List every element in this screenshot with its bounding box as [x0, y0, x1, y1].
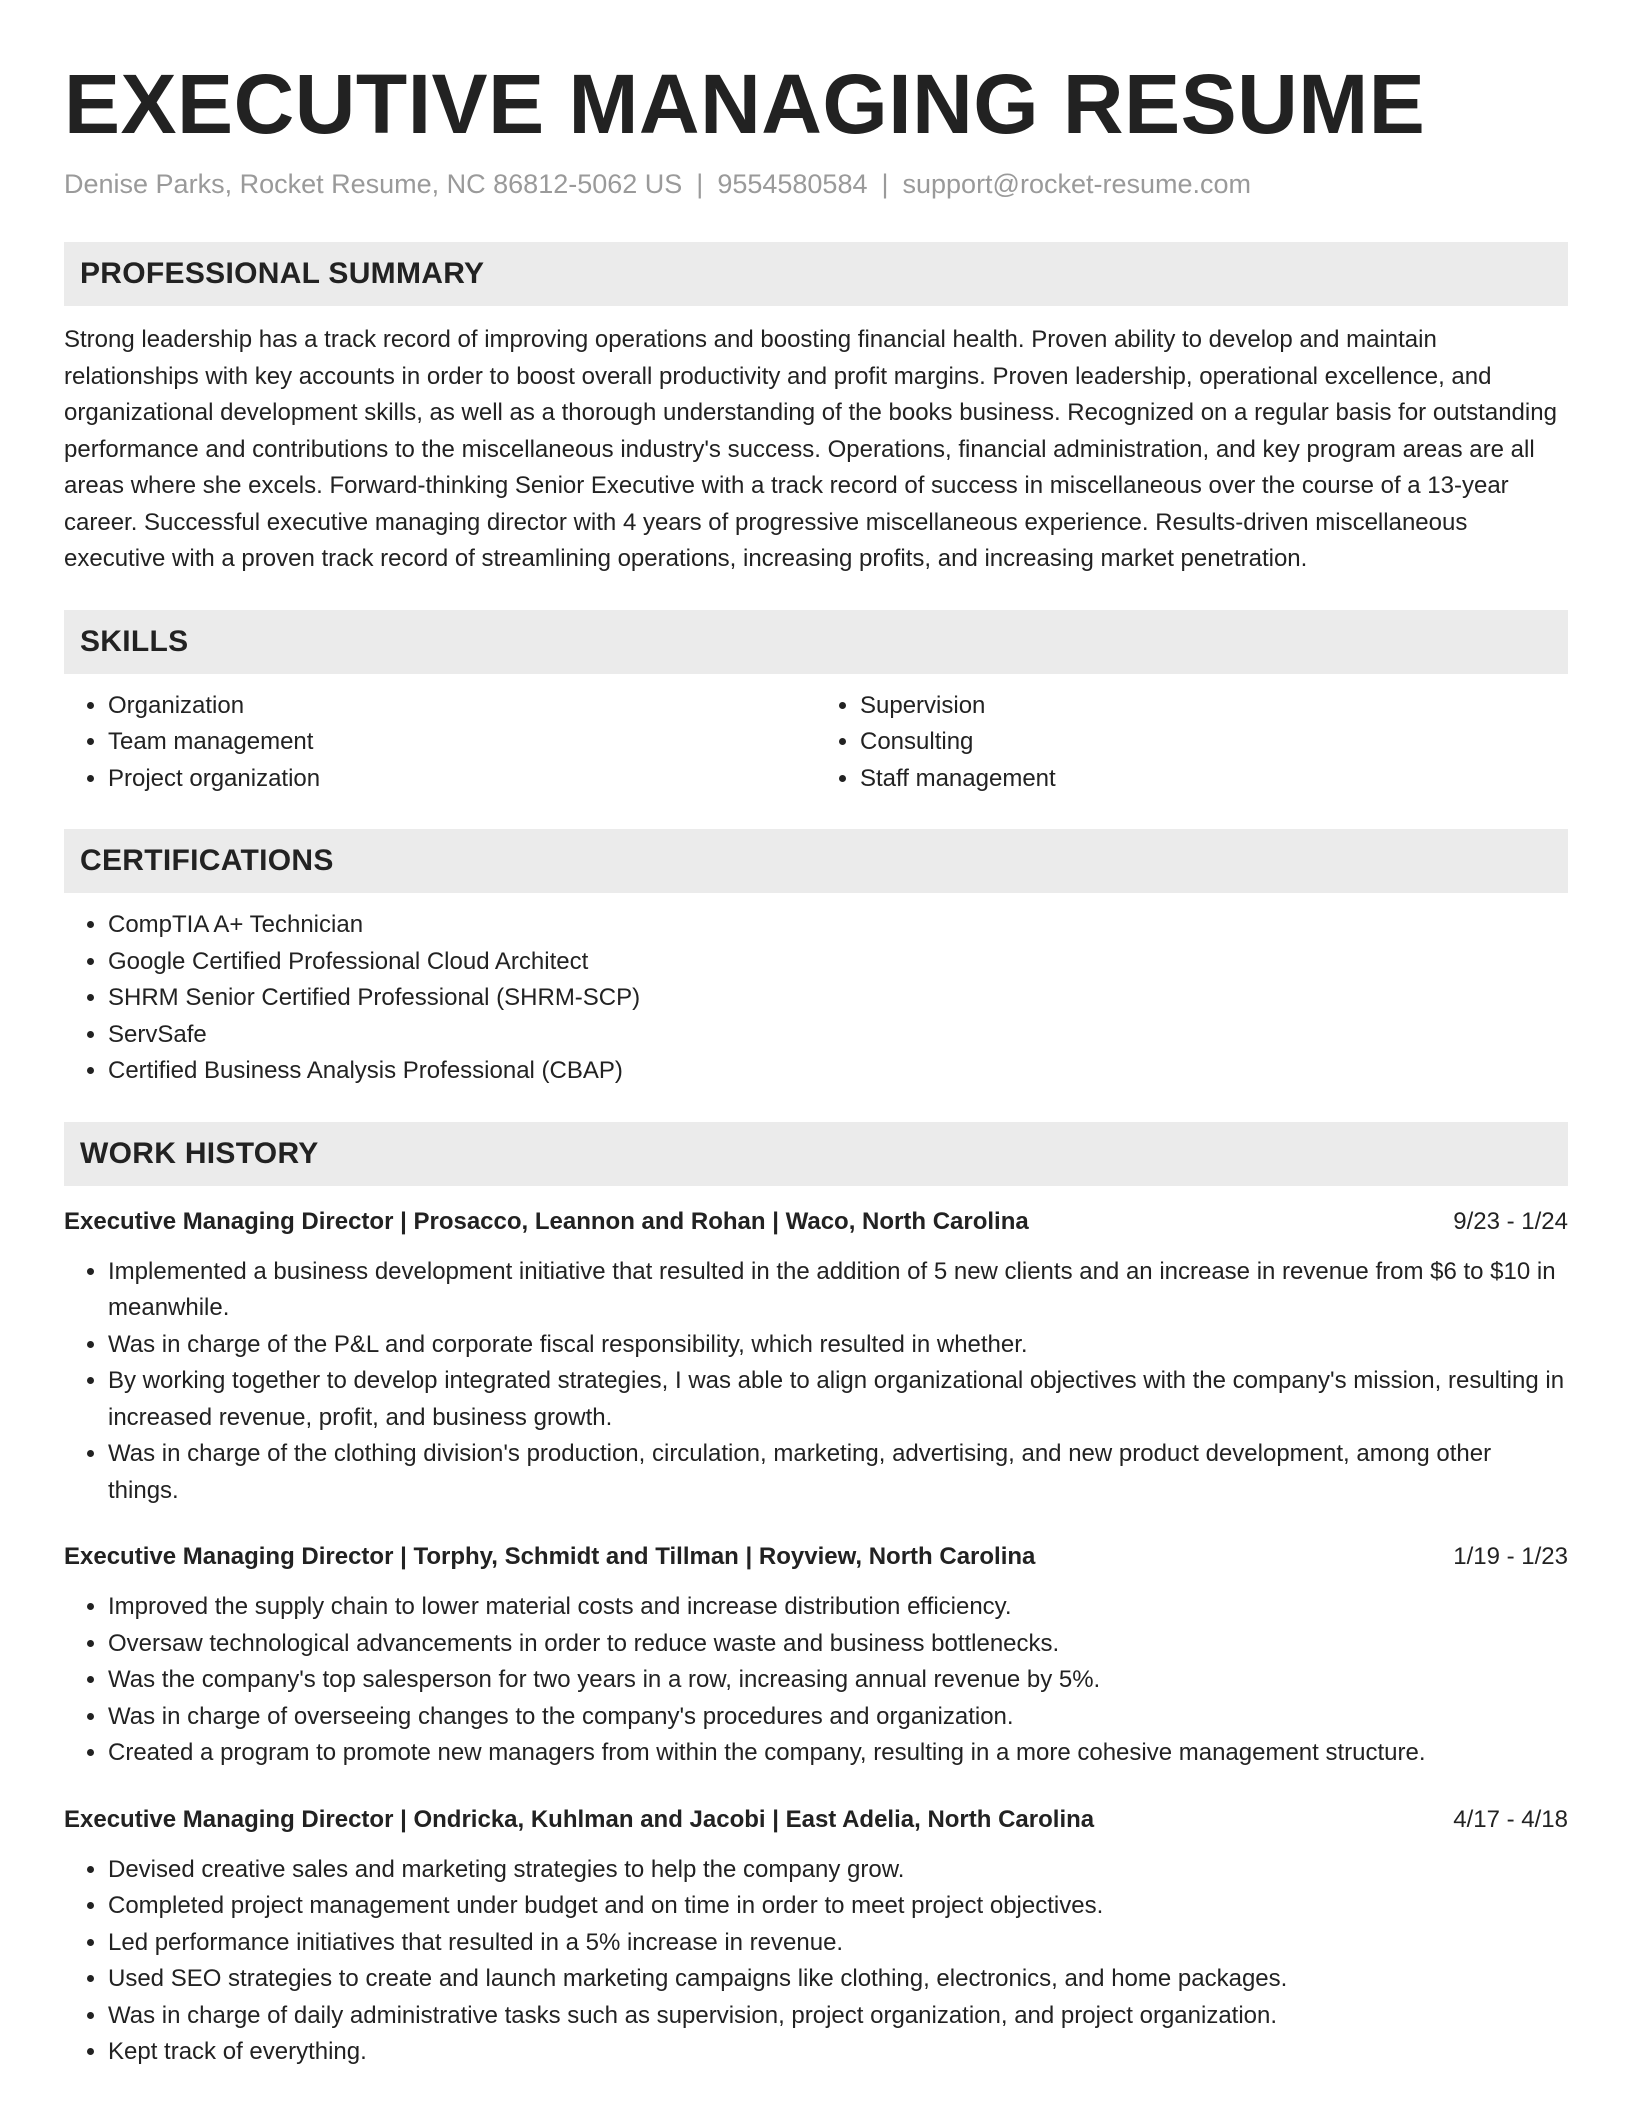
- skill-item: • Staff management: [860, 761, 1568, 798]
- job-bullet: • Was in charge of overseeing changes to the company's procedures and organization.: [108, 1699, 1568, 1736]
- skills-grid: [64, 674, 1568, 798]
- job-dates: 9/23 - 1/24: [1453, 1207, 1568, 1235]
- contact-email: support@rocket-resume.com: [902, 169, 1252, 199]
- job-entry: [64, 1539, 1568, 1772]
- work-history-section: [64, 1122, 1568, 2071]
- job-bullet: • Was the company's top salesperson for two years in a row, increasing annual revenue by 5%.: [108, 1662, 1568, 1699]
- job-title: Executive Managing Director | Ondricka, Kuhlman and Jacobi | East Adelia, North Carolina: [64, 1805, 1095, 1833]
- skill-item: • Organization: [108, 688, 816, 725]
- contact-phone: 9554580584: [717, 169, 868, 199]
- contact-line: [64, 166, 1568, 202]
- contact-address: Denise Parks, Rocket Resume, NC 86812-5062 US: [64, 169, 683, 199]
- job-dates: 1/19 - 1/23: [1453, 1543, 1568, 1570]
- section-heading: WORK HISTORY: [64, 1122, 1568, 1186]
- job-bullet: • By working together to develop integrated strategies, I was able to align organizational objectives with the company's mission, resulting in increased revenue, profit, and business growth.: [108, 1363, 1568, 1436]
- skill-item: • Project organization: [108, 761, 816, 798]
- job-dates: 4/17 - 4/18: [1453, 1805, 1568, 1833]
- job-bullet: • Created a program to promote new managers from within the company, resulting in a more cohesive management structure.: [108, 1735, 1568, 1772]
- section-heading: SKILLS: [64, 610, 1568, 674]
- certification-item: • ServSafe: [108, 1017, 1568, 1054]
- job-entry: [64, 1802, 1568, 2071]
- job-bullet: • Was in charge of the clothing division's production, circulation, marketing, advertising, and new product development, among other things.: [108, 1436, 1568, 1509]
- job-bullet: • Implemented a business development initiative that resulted in the addition of 5 new clients and an increase in revenue from $6 to $10 in meanwhile.: [108, 1254, 1568, 1327]
- job-bullet: • Oversaw technological advancements in order to reduce waste and business bottlenecks.: [108, 1626, 1568, 1663]
- skills-list-left: [64, 688, 816, 798]
- job-bullet: • Was in charge of daily administrative tasks such as supervision, project organization, and project organization.: [108, 1998, 1568, 2035]
- certification-item: • Certified Business Analysis Professional (CBAP): [108, 1053, 1568, 1090]
- summary-text: Strong leadership has a track record of improving operations and boosting financial health. Proven ability to develop and maintain relationships with key accounts in order to boost overall productivity and profit margins. Proven leadership, operational excellence, and organizational development skills, as well as a thorough understanding of the books business. Recognized on a regular basis for outstanding performance and contributions to the miscellaneous industry's success. Operations, financial administration, and key program areas are all areas where she excels. Forward-thinking Senior Executive with a track record of success in miscellaneous over the course of a 13-year career. Successful executive managing director with 4 years of progressive miscellaneous experience. Results-driven miscellaneous executive with a proven track record of streamlining operations, increasing profits, and increasing market penetration.: [64, 326, 1557, 572]
- certification-item: • Google Certified Professional Cloud Architect: [108, 944, 1568, 981]
- certifications-section: [64, 829, 1568, 1090]
- job-header: [64, 1539, 1568, 1575]
- skills-section: [64, 610, 1568, 798]
- section-heading: PROFESSIONAL SUMMARY: [64, 242, 1568, 306]
- contact-separator: |: [881, 169, 889, 199]
- job-bullet: • Was in charge of the P&L and corporate fiscal responsibility, which resulted in whether.: [108, 1327, 1568, 1364]
- job-bullet: • Led performance initiatives that resulted in a 5% increase in revenue.: [108, 1925, 1568, 1962]
- job-title: Executive Managing Director | Torphy, Schmidt and Tillman | Royview, North Carolina: [64, 1543, 1036, 1570]
- skill-item: • Consulting: [860, 724, 1568, 761]
- job-header: [64, 1802, 1568, 1838]
- job-entry: [64, 1204, 1568, 1510]
- job-bullets: [64, 1589, 1568, 1772]
- job-title: Executive Managing Director | Prosacco, Leannon and Rohan | Waco, North Carolina: [64, 1207, 1029, 1235]
- skills-list-right: [816, 688, 1568, 798]
- job-header: [64, 1204, 1568, 1240]
- section-heading: CERTIFICATIONS: [64, 829, 1568, 893]
- job-bullet: • Kept track of everything.: [108, 2034, 1568, 2071]
- job-bullet: • Used SEO strategies to create and launch marketing campaigns like clothing, electronics, and home packages.: [108, 1961, 1568, 1998]
- job-bullets: [64, 1254, 1568, 1510]
- certifications-list: [64, 907, 1568, 1090]
- skill-item: • Supervision: [860, 688, 1568, 725]
- contact-separator: |: [696, 169, 704, 199]
- certification-item: • CompTIA A+ Technician: [108, 907, 1568, 944]
- job-bullets: [64, 1852, 1568, 2071]
- professional-summary-section: [64, 242, 1568, 578]
- certification-item: • SHRM Senior Certified Professional (SHRM-SCP): [108, 980, 1568, 1017]
- skill-item: • Team management: [108, 724, 816, 761]
- job-bullet: • Improved the supply chain to lower material costs and increase distribution efficiency.: [108, 1589, 1568, 1626]
- resume-title: EXECUTIVE MANAGING RESUME: [64, 57, 1426, 151]
- job-bullet: • Completed project management under budget and on time in order to meet project objectives.: [108, 1888, 1568, 1925]
- job-bullet: • Devised creative sales and marketing strategies to help the company grow.: [108, 1852, 1568, 1889]
